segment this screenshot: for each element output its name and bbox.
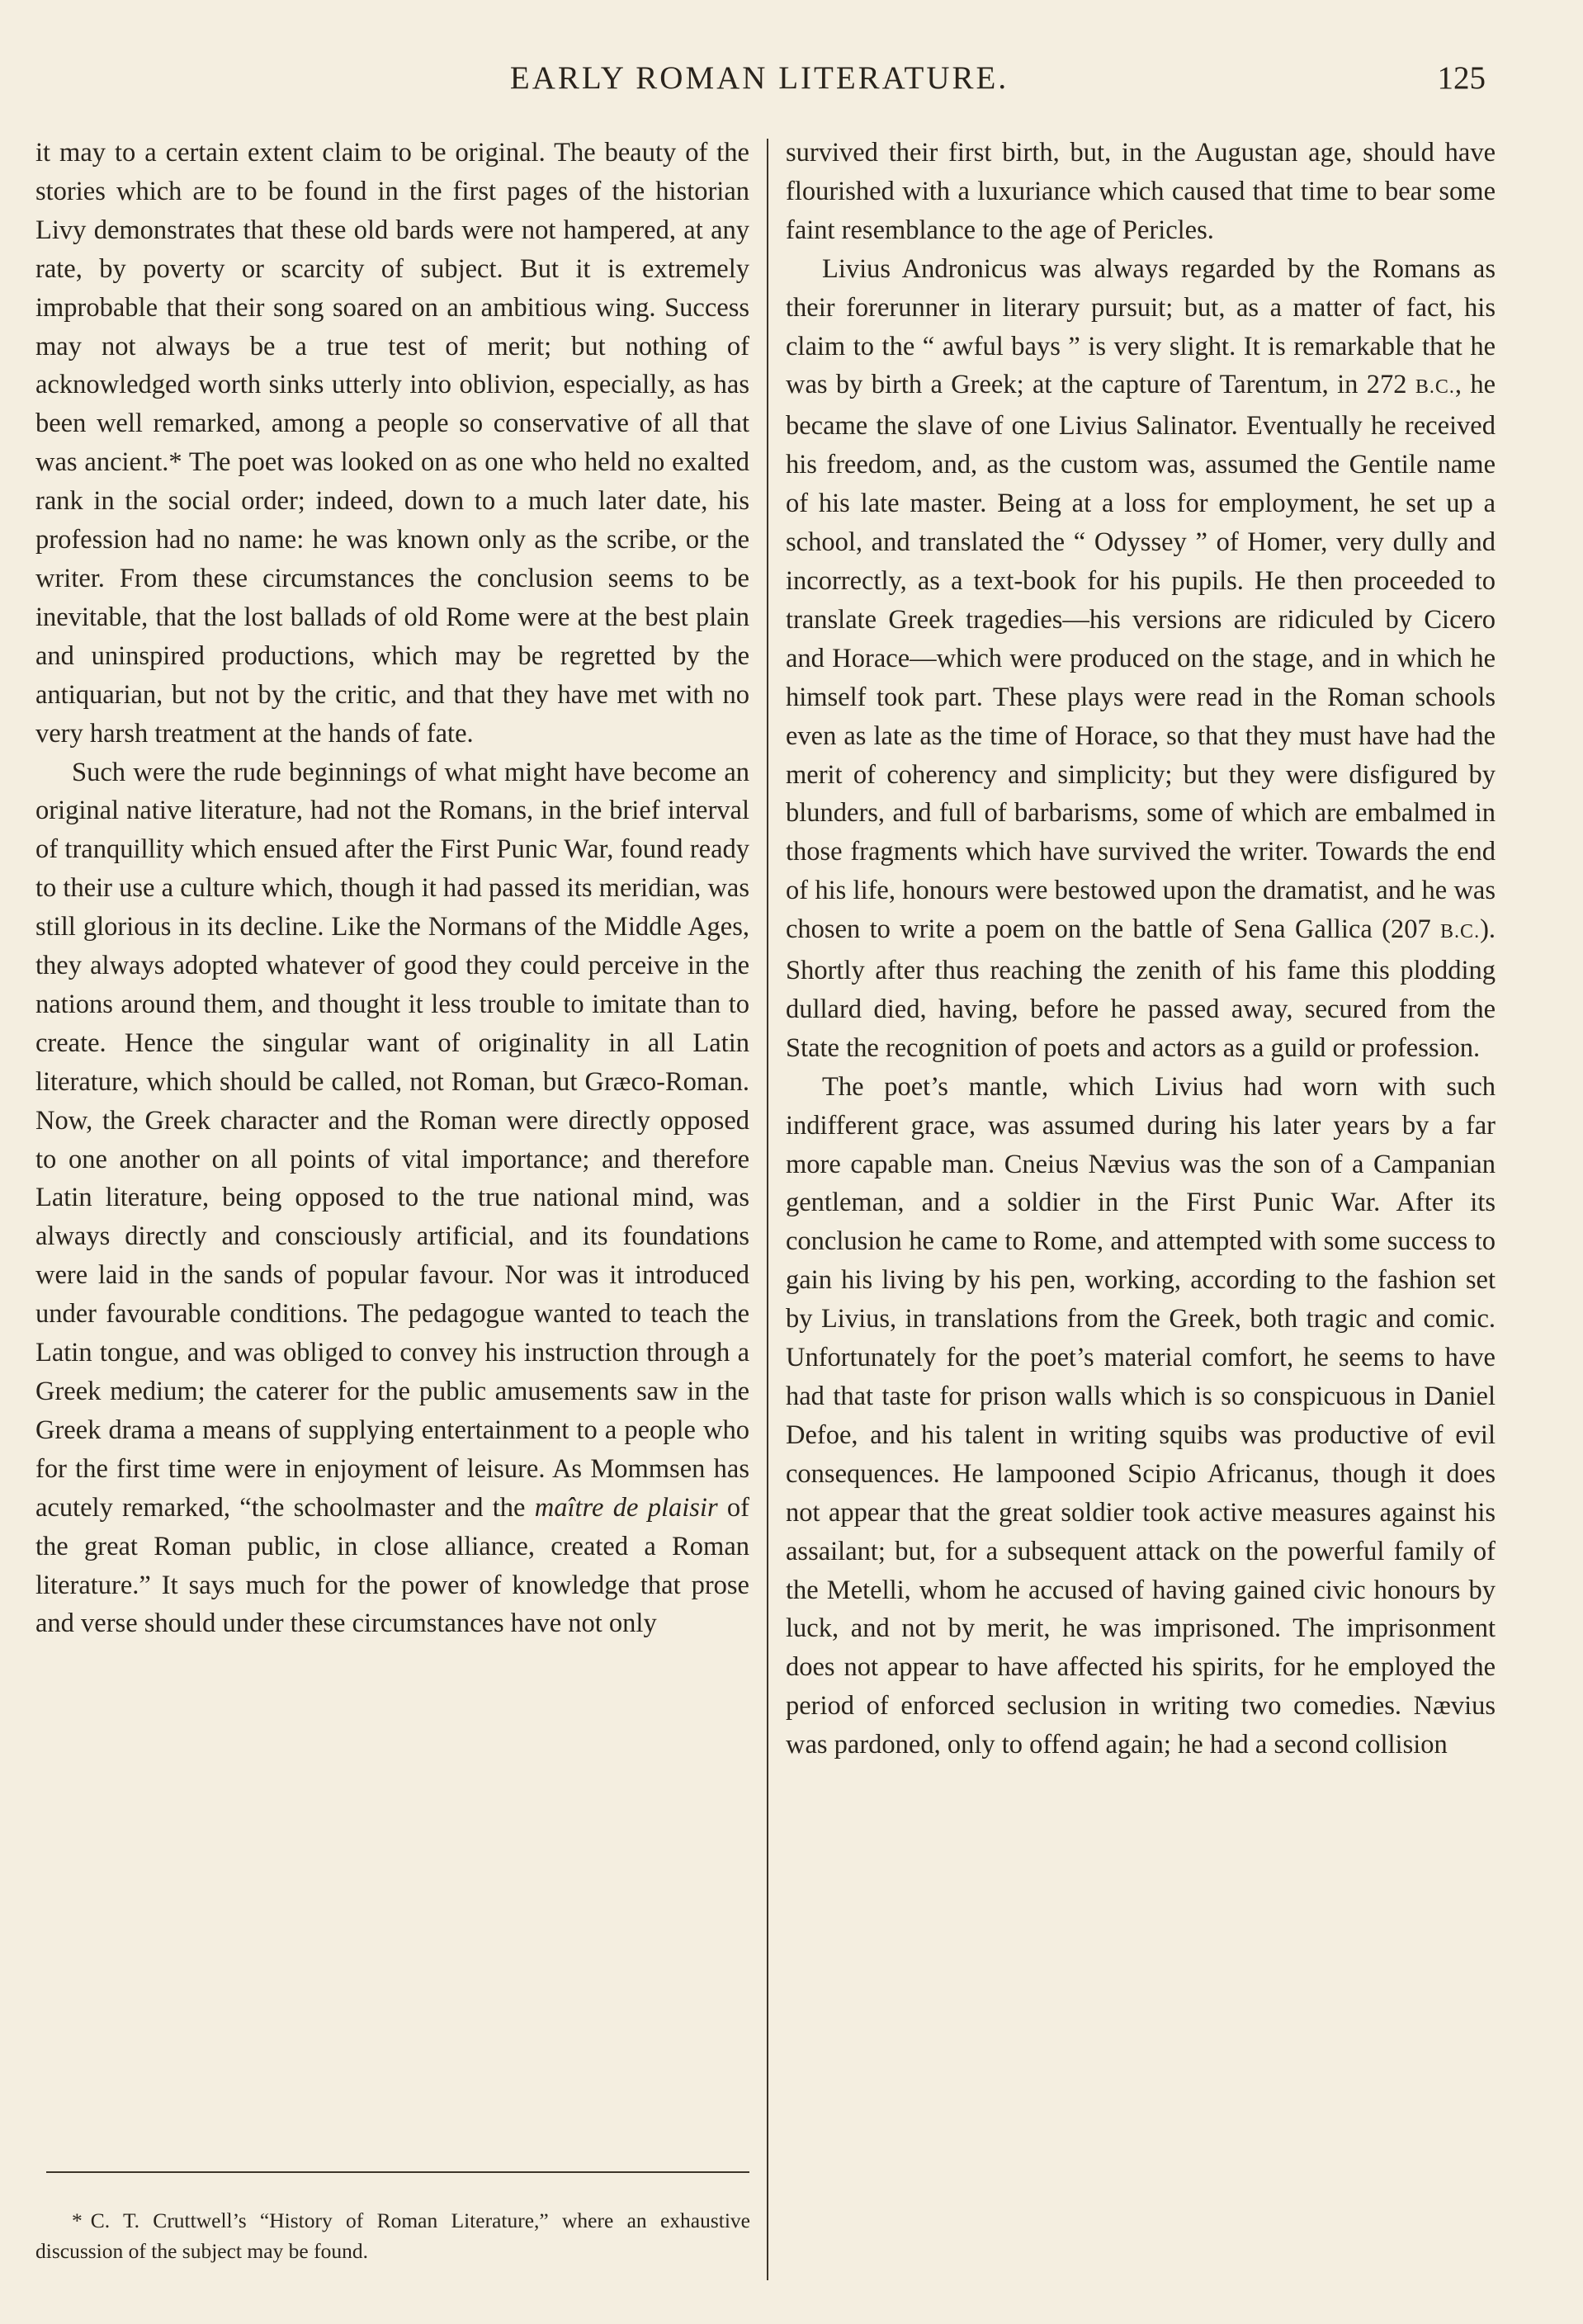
running-title: EARLY ROMAN LITERATURE. (509, 60, 1009, 96)
paragraph-text: of the great Roman public, in close alliance, created a Roman literature.” It says much for the power of knowledge that prose and verse should under these circumstances have not only (35, 1492, 749, 1639)
left-column (35, 134, 749, 1643)
footnote-marker: * (72, 2208, 83, 2232)
page-header (33, 56, 1486, 106)
paragraph-text: Such were the rude beginnings of what might have become an original native literature, had not the Romans, in the brief interval of tranquillity which ensued after the First Punic War, found ready to their use a culture which, though it had passed its meridian, was still glorious in its decline. Like the Normans of the Middle Ages, they always adopted whatever of good they could perceive in the nations around them, and thought it less trouble to imitate than to create. Hence the singular want of originality in all Latin literature, which should be called, not Roman, but Græco-Roman. Now, the Greek character and the Roman were directly opposed to one another on all points of vital importance; and therefore Latin literature, being opposed to the true national mind, was always directly and consciously artificial, and its foundations were laid in the sands of popular favour. Nor was it introduced under favourable conditions. The pedagogue wanted to teach the Latin tongue, and was obliged to convey his instruction through a Greek medium; the caterer for the public amusements saw in the Greek drama a means of supplying entertainment to a people who for the first time were in enjoyment of leisure. As Mommsen has acutely remarked, “the schoolmaster and the (35, 757, 749, 1523)
page-number: 125 (1437, 60, 1486, 96)
era-abbreviation: B.C. (1440, 921, 1481, 943)
right-column (786, 134, 1496, 1764)
paragraph (786, 250, 1496, 1068)
column-divider (767, 139, 768, 2280)
footnote-divider (46, 2171, 749, 2173)
footnote-text: C. T. Cruttwell’s “History of Roman Literature,” where an exhaustive discussion of the subject may be found. (35, 2208, 750, 2263)
paragraph: The poet’s mantle, which Livius had worn with such indifferent grace, was assumed during his later years by a far more capable man. Cneius Nævius was the son of a Campanian gentleman, and a soldier in the First Punic War. After its conclusion he came to Rome, and attempted with some success to gain his living by his pen, working, according to the fashion set by Livius, in translations from the Greek, both tragic and comic. Unfortunately for the poet’s material comfort, he seems to have had that taste for prison walls which is so conspicuous in Daniel Defoe, and his talent in writing squibs was productive of evil consequences. He lampooned Scipio Africanus, though it does not appear that the great soldier took active measures against his assailant; but, for a subsequent attack on the powerful family of the Metelli, whom he accused of having gained civic honours by luck, and not by merit, he was imprisoned. The imprisonment does not appear to have affected his spirits, for he employed the period of enforced seclusion in writing two comedies. Nævius was pardoned, only to offend again; he had a second collision (786, 1071, 1496, 1760)
paragraph-text: Livius Andronicus was always regarded by the Romans as their forerunner in literary pursuit; but, as a matter of fact, his claim to the “ awful bays ” is very slight. It is remarkable that he was by birth a Greek; at the capture of Tarentum, in 272 (786, 253, 1496, 400)
paragraph-text: , he became the slave of one Livius Salinator. Eventually he received his freedom, and, as the custom was, assumed the Gentile name of his late master. Being at a loss for employment, he set up a school, and translated the “ Odyssey ” of Homer, very dully and incorrectly, as a text-book for his pupils. He then proceeded to translate Greek tragedies—his versions are ridiculed by Cicero and Horace—which were produced on the stage, and in which he himself took part. These plays were read in the Roman schools even as late as the time of Horace, so that they must have had the merit of coherency and simplicity; but they were disfigured by blunders, and full of barbarisms, some of which are embalmed in those fragments which have survived the writer. Towards the end of his life, honours were bestowed upon the dramatist, and he was chosen to write a poem on the battle of Sena Gallica (207 (786, 370, 1496, 945)
paragraph: it may to a certain extent claim to be original. The beauty of the stories which are to be found in the first pages of the historian Livy demonstrates that these old bards were not hampered, at any rate, by poverty or scarcity of subject. But it is extremely improbable that their song soared on an ambitious wing. Success may not always be a true test of merit; but nothing of acknowledged worth sinks utterly into oblivion, especially, as has been well remarked, among a people so conservative of all that was ancient.* The poet was looked on as one who held no exalted rank in the social order; indeed, down to a much later date, his profession had no name: he was known only as the scribe, or the writer. From these circumstances the conclusion seems to be inevitable, that the lost ballads of old Rome were at the best plain and uninspired productions, which may be regretted by the antiquarian, but not by the critic, and that they have met with no very harsh treatment at the hands of fate. (35, 138, 749, 749)
italic-phrase: maître de plaisir (534, 1492, 718, 1523)
paragraph: survived their first birth, but, in the Augustan age, should have flourished with a luxuriance which caused that time to bear some faint resemblance to the age of Pericles. (786, 138, 1496, 245)
era-abbreviation: B.C. (1415, 376, 1455, 399)
paragraph (35, 753, 749, 1644)
footnote (35, 2205, 750, 2266)
paragraph-text: ). Shortly after thus reaching the zenith of his fame this plodding dullard died, having, before he passed away, secured from the State the recognition of poets and actors as a guild or profession. (786, 914, 1496, 1063)
